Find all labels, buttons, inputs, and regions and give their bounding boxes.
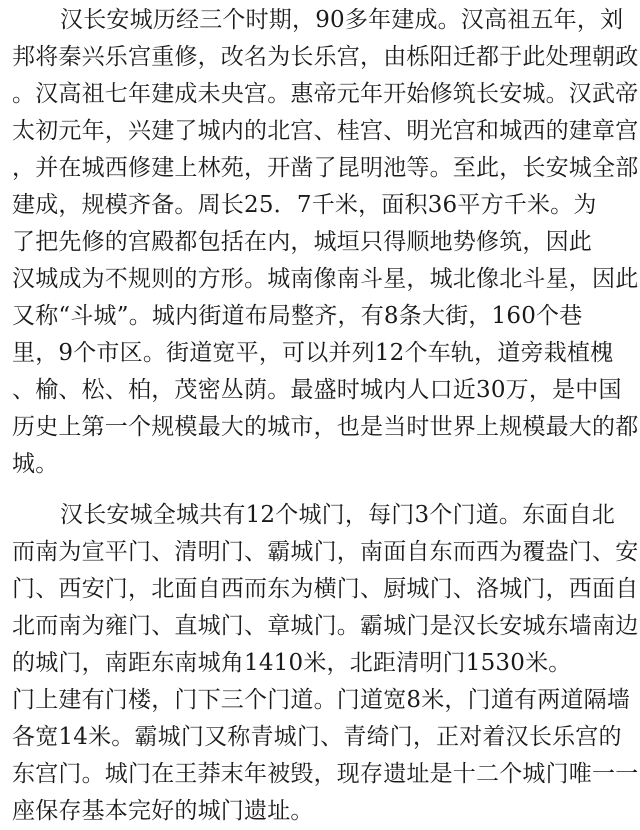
text-line: 建成，规模齐备。周长25．7千米，面积36平方千米。为 (12, 192, 597, 218)
text-line: 历史上第一个规模最大的城市，也是当时世界上规模最大的都 (12, 414, 639, 440)
text-line: 。汉高祖七年建成未央宫。惠帝元年开始修筑长安城。汉武帝 (12, 81, 639, 107)
text-line: 的城门，南距东南城角1410米，北距清明门1530米。 (12, 650, 572, 676)
text-line: 门上建有门楼，门下三个门道。门道宽8米，门道有两道隔墙 (12, 687, 631, 713)
text-line: 邦将秦兴乐宫重修，改名为长乐宫，由栎阳迁都于此处理朝政 (12, 44, 639, 70)
text-line: 了把先修的宫殿都包括在内，城垣只得顺地势修筑，因此 (12, 229, 592, 255)
text-line: 又称“斗城”。城内街道布局整齐，有8条大街，160个巷 (12, 303, 583, 329)
text-line: 座保存基本完好的城门遗址。 (12, 798, 314, 824)
text-line: 汉长安城全城共有12个城门，每门3个门道。东面自北 (60, 502, 615, 528)
text-line: 各宽14米。霸城门又称青城门、青绮门，正对着汉长乐宫的 (12, 724, 622, 750)
text-line: 汉长安城历经三个时期，90多年建成。汉高祖五年，刘 (60, 7, 624, 33)
text-line: 北而南为雍门、直城门、章城门。霸城门是汉长安城东墙南边 (12, 613, 639, 639)
text-line: 而南为宣平门、清明门、霸城门，南面自东而西为覆盎门、安 (12, 539, 639, 565)
text-line: 里，9个市区。街道宽平，可以并列12个车轨，道旁栽植槐 (12, 340, 614, 366)
text-line: 、榆、松、柏，茂密丛荫。最盛时城内人口近30万，是中国 (12, 377, 622, 403)
text-line: 东宫门。城门在王莽末年被毁，现存遗址是十二个城门唯一一 (12, 761, 639, 787)
text-line: 城。 (12, 451, 59, 477)
text-line: ，并在城西修建上林苑，开凿了昆明池等。至此，长安城全部 (12, 155, 639, 181)
text-line: 汉城成为不规则的方形。城南像南斗星，城北像北斗星，因此 (12, 266, 639, 292)
text-line: 太初元年，兴建了城内的北宫、桂宫、明光宫和城西的建章宫 (12, 118, 639, 144)
text-line: 门、西安门，北面自西而东为横门、厨城门、洛城门，西面自 (12, 576, 639, 602)
